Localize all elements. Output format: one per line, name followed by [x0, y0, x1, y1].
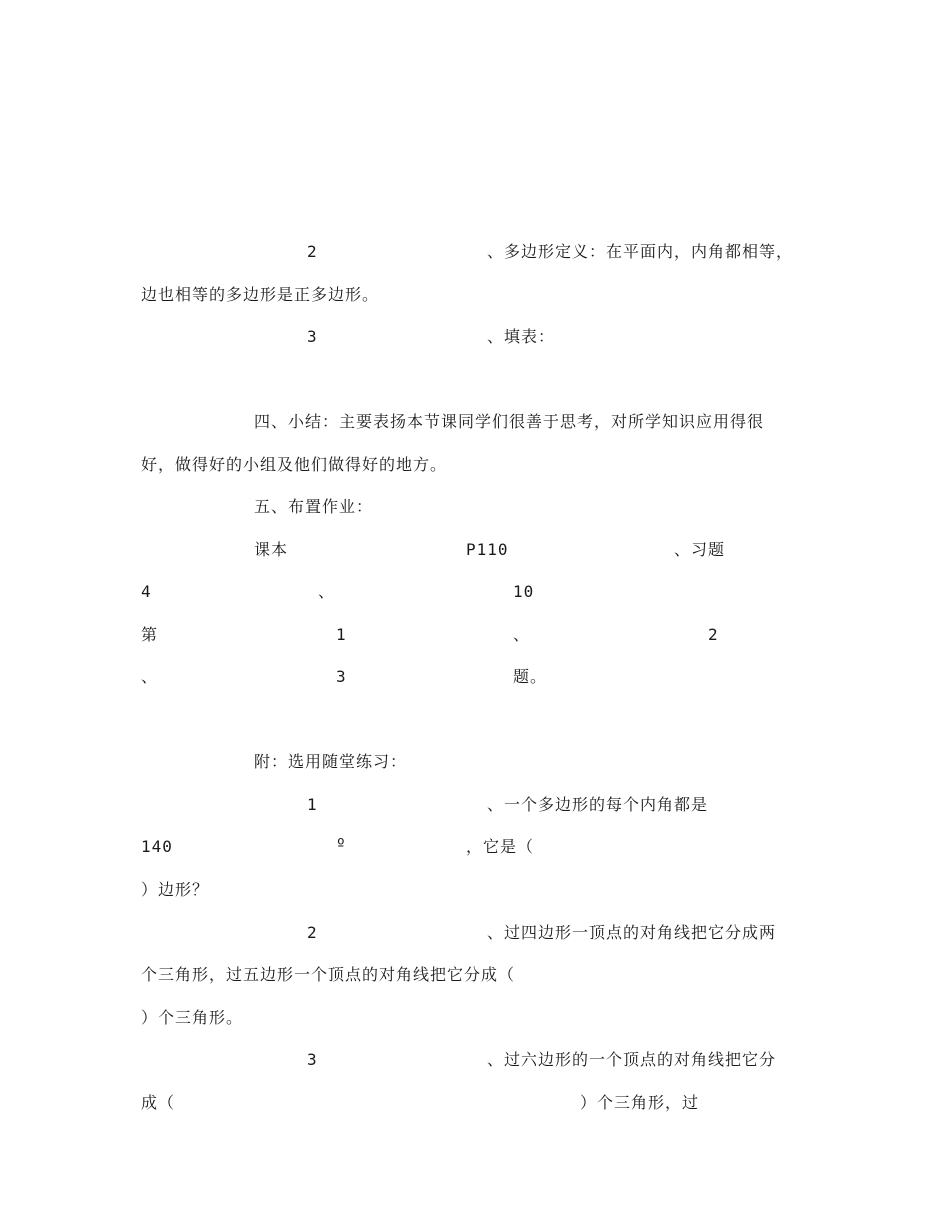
practice-3-number: 3: [307, 1050, 318, 1069]
practice-1-rest: ，它是（: [466, 837, 535, 856]
summary-line-2: 好，做得好的小组及他们做得好的地方。: [141, 455, 448, 474]
homework-q2: 2: [708, 625, 719, 644]
practice-2-continuation: 个三角形，过五边形一个顶点的对角线把它分成（: [141, 965, 516, 984]
practice-1-degree: º: [336, 835, 347, 854]
homework-di: 第: [141, 625, 159, 644]
summary-line-1: 四、小结：主要表扬本节课同学们很善于思考，对所学知识应用得很: [254, 412, 765, 431]
practice-3-rest: ）个三角形，过: [580, 1093, 700, 1112]
practice-title: 附：选用随堂练习：: [254, 752, 408, 771]
homework-title: 五、布置作业：: [254, 497, 374, 516]
item-3-text: 、填表：: [487, 327, 556, 346]
practice-1-value: 140: [141, 837, 173, 856]
homework-sep-2: 、: [513, 625, 531, 644]
item-2-text: 、多边形定义：在平面内，内角都相等，: [487, 242, 794, 261]
homework-textbook: 课本: [254, 540, 289, 559]
item-2-continuation: 边也相等的多边形是正多边形。: [141, 285, 380, 304]
homework-q1: 1: [336, 625, 347, 644]
homework-q3: 3: [336, 667, 347, 686]
practice-2-number: 2: [307, 923, 318, 942]
homework-sep-3: 、: [141, 667, 159, 686]
homework-page: P110: [466, 540, 509, 559]
homework-num-4: 4: [141, 582, 152, 601]
practice-3-text: 、过六边形的一个顶点的对角线把它分: [487, 1050, 777, 1069]
homework-num-10: 10: [513, 582, 535, 601]
practice-1-number: 1: [307, 795, 318, 814]
homework-end: 题。: [513, 667, 548, 686]
practice-1-text: 、一个多边形的每个内角都是: [487, 795, 709, 814]
practice-2-end: ）个三角形。: [141, 1008, 244, 1027]
homework-exercise: 、习题: [674, 540, 726, 559]
item-3-number: 3: [307, 327, 318, 346]
item-2-number: 2: [307, 242, 318, 261]
practice-1-end: ）边形？: [141, 880, 210, 899]
practice-3-start: 成（: [141, 1093, 176, 1112]
practice-2-text: 、过四边形一顶点的对角线把它分成两: [487, 923, 777, 942]
homework-sep-1: 、: [318, 582, 336, 601]
